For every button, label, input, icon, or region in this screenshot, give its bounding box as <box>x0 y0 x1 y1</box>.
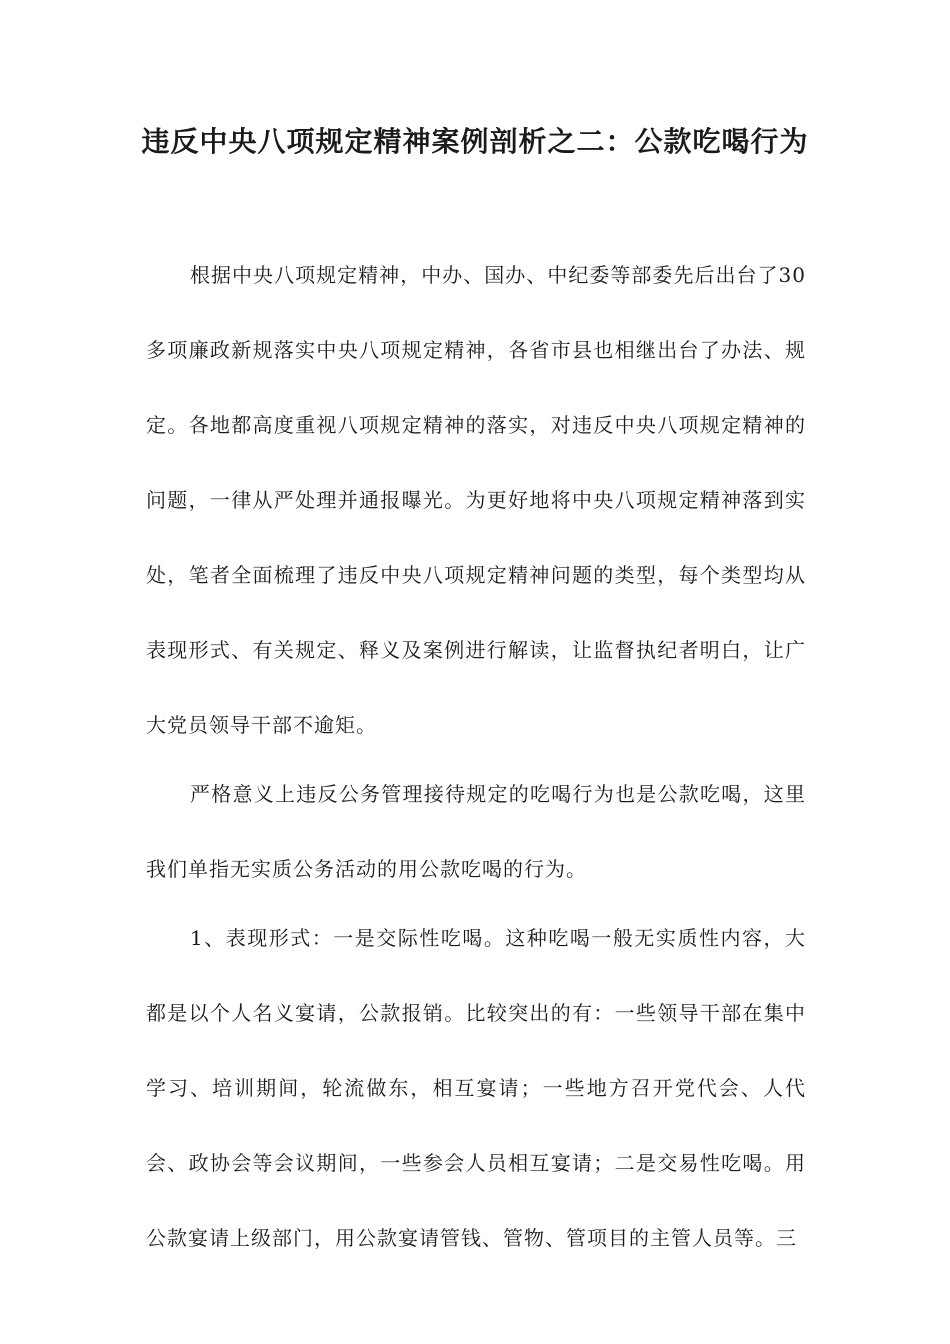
paragraph-intro: 根据中央八项规定精神，中办、国办、中纪委等部委先后出台了30多项廉政新规落实中央八项规定精神，各省市县也相继出台了办法、规定。各地都高度重视八项规定精神的落实，对违反中央八项规定精神的问题，一律从严处理并通报曝光。为更好地将中央八项规定精神落到实处，笔者全面梳理了违反中央八项规定精神问题的类型，每个类型均从表现形式、有关规定、释义及案例进行解读，让监督执纪者明白，让广大党员领导干部不逾矩。 <box>146 263 806 737</box>
document-body <box>146 238 806 1276</box>
paragraph-definition: 严格意义上违反公务管理接待规定的吃喝行为也是公款吃喝，这里我们单指无实质公务活动的用公款吃喝的行为。 <box>146 782 806 881</box>
document-title: 违反中央八项规定精神案例剖析之二：公款吃喝行为 <box>141 125 809 158</box>
paragraph-forms: 1、表现形式：一是交际性吃喝。这种吃喝一般无实质性内容，大都是以个人名义宴请，公款报销。比较突出的有：一些领导干部在集中学习、培训期间，轮流做东，相互宴请；一些地方召开党代会、人代会、政协会等会议期间，一些参会人员相互宴请；二是交易性吃喝。用公款宴请上级部门，用公款宴请管钱、管物、管项目的主管人员等。三 <box>146 926 806 1250</box>
